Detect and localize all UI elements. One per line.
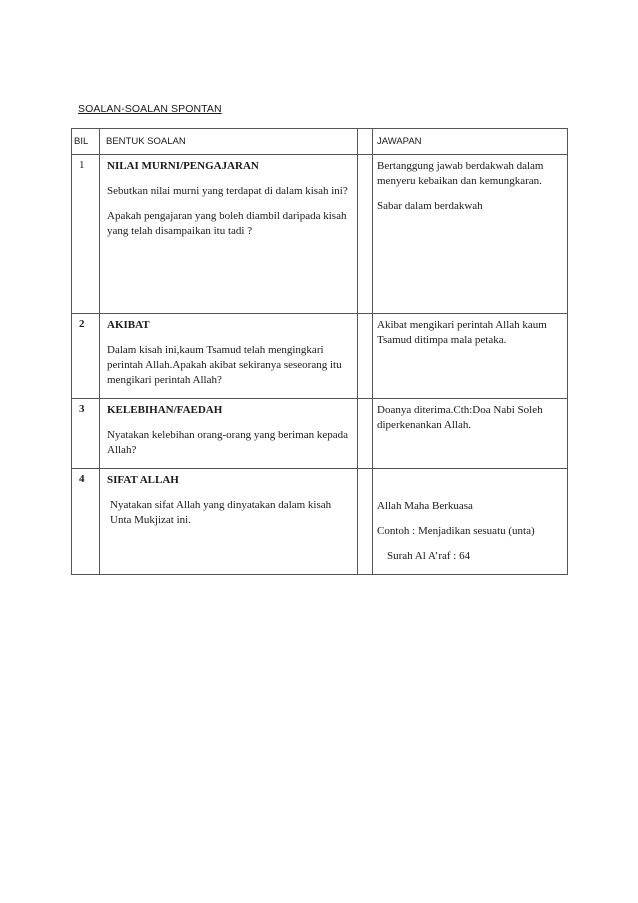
- answer-cell: [373, 314, 568, 399]
- question-heading: AKIBAT: [107, 319, 150, 331]
- question-text: Nyatakan kelebihan orang-orang yang beriman kepada Allah?: [107, 429, 348, 456]
- answer-text: Allah Maha Berkuasa: [377, 500, 473, 512]
- answer-cell: [373, 399, 568, 469]
- question-text: Nyatakan sifat Allah yang dinyatakan dalam kisah Unta Mukjizat ini.: [110, 499, 332, 526]
- row-number: 2: [79, 318, 85, 330]
- row-number: 4: [79, 473, 85, 485]
- question-cell: [100, 399, 358, 469]
- table-row: [72, 155, 568, 314]
- header-bil: [72, 129, 100, 155]
- header-answer: [373, 129, 568, 155]
- row-number-cell: [72, 469, 100, 575]
- page-title: SOALAN-SOALAN SPONTAN: [78, 103, 222, 115]
- answer-text: Contoh : Menjadikan sesuatu (unta): [377, 525, 535, 537]
- header-answer-label: JAWAPAN: [377, 136, 422, 147]
- table-row: [72, 399, 568, 469]
- question-text: Sebutkan nilai murni yang terdapat di dalam kisah ini?: [107, 185, 348, 197]
- answer-text: Akibat mengikari perintah Allah kaum Tsamud ditimpa mala petaka.: [377, 319, 547, 346]
- question-text: Dalam kisah ini,kaum Tsamud telah mengingkari perintah Allah.Apakah akibat sekiranya seseorang itu mengikari perintah Allah?: [107, 344, 342, 386]
- question-cell: [100, 469, 358, 575]
- row-number-cell: [72, 155, 100, 314]
- gap-cell: [358, 469, 373, 575]
- question-cell: [100, 155, 358, 314]
- table-row: [72, 314, 568, 399]
- gap-cell: [358, 314, 373, 399]
- answer-text: Sabar dalam berdakwah: [377, 200, 483, 212]
- question-heading: NILAI MURNI/PENGAJARAN: [107, 160, 259, 172]
- header-bil-label: BIL: [74, 136, 89, 147]
- question-cell: [100, 314, 358, 399]
- row-number-cell: [72, 399, 100, 469]
- header-gap: [358, 129, 373, 155]
- row-number-cell: [72, 314, 100, 399]
- gap-cell: [358, 399, 373, 469]
- question-text: Apakah pengajaran yang boleh diambil daripada kisah yang telah disampaikan itu tadi ?: [107, 210, 347, 237]
- row-number: 1: [79, 159, 85, 171]
- question-heading: KELEBIHAN/FAEDAH: [107, 404, 223, 416]
- row-number: 3: [79, 403, 85, 415]
- question-heading: SIFAT ALLAH: [107, 474, 179, 486]
- answer-cell: [373, 469, 568, 575]
- table-header-row: [72, 129, 568, 155]
- header-question: [100, 129, 358, 155]
- question-table: [71, 128, 568, 575]
- answer-text: Doanya diterima.Cth:Doa Nabi Soleh diperkenankan Allah.: [377, 404, 543, 431]
- gap-cell: [358, 155, 373, 314]
- header-question-label: BENTUK SOALAN: [106, 136, 186, 147]
- answer-text: Bertanggung jawab berdakwah dalam menyeru kebaikan dan kemungkaran.: [377, 160, 544, 187]
- answer-text: Surah Al A’raf : 64: [387, 550, 471, 562]
- answer-cell: [373, 155, 568, 314]
- table-row: [72, 469, 568, 575]
